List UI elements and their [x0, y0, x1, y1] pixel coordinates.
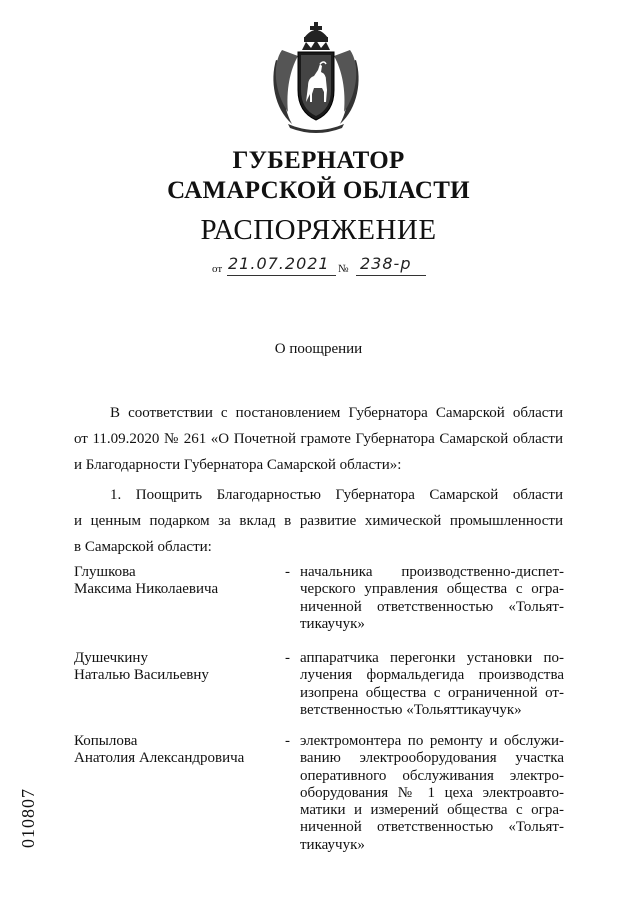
paragraph-line: в Самарской области:: [74, 539, 212, 555]
date-underline: [227, 275, 336, 276]
position-line: ниченной ответственностью «Тольят-: [300, 598, 564, 615]
subject-title: О поощрении: [274, 341, 363, 357]
awardee-given-names: Максима Николаевича: [74, 581, 219, 597]
position-line: оперативного обслуживания электро-: [300, 767, 564, 784]
preamble-paragraph: [74, 400, 563, 478]
position-line: начальника производственно-диспет-: [300, 564, 564, 580]
position-line: электромонтера по ремонту и обслужи-: [300, 733, 564, 749]
paragraph-line: от 11.09.2020 № 261 «О Почетной грамоте Губернатора Самарской области: [74, 431, 563, 447]
authority-title-line1: ГУБЕРНАТОР: [232, 147, 405, 174]
serial-number-margin: [18, 760, 46, 850]
awardee-surname: Копылова: [74, 733, 138, 749]
awardee-surname: Глушкова: [74, 564, 136, 580]
paragraph-line: 1. Поощрить Благодарностью Губернатора Самарской области: [110, 487, 563, 503]
date-prefix: от: [212, 263, 223, 275]
position-line: тикаучук»: [300, 836, 365, 853]
awardee-dash: -: [285, 733, 290, 749]
position-line: матики и измерений общества с огра-: [300, 802, 564, 819]
position-line: черского управления общества с огра-: [300, 581, 564, 598]
date-number-line: [212, 254, 432, 280]
paragraph-line: В соответствии с постановлением Губернатора Самарской области: [110, 405, 563, 421]
authority-title-line2: САМАРСКОЙ ОБЛАСТИ: [167, 177, 470, 204]
awardee-given-names: Анатолия Александровича: [74, 750, 245, 766]
position-line: ветственностью «Тольяттикаучук»: [300, 701, 522, 718]
awardee-position: [300, 650, 564, 719]
position-line: оборудования № 1 цеха электроавто-: [300, 784, 564, 801]
awardee-name: [74, 733, 284, 767]
coat-of-arms-emblem: [268, 20, 364, 136]
awardee-position: [300, 733, 564, 854]
position-line: лучения формальдегида производства: [300, 667, 564, 684]
awardee-name: [74, 650, 284, 684]
awardee-given-names: Наталью Васильевну: [74, 667, 209, 683]
handwritten-number: 238-р: [360, 254, 412, 273]
position-line: аппаратчика перегонки установки по-: [300, 650, 564, 666]
paragraph-line: и Благодарности Губернатора Самарской области»:: [74, 457, 402, 473]
awardee-position: [300, 564, 564, 633]
awardee-dash: -: [285, 564, 290, 580]
position-line: ниченной ответственностью «Тольят-: [300, 819, 564, 836]
position-line: тикаучук»: [300, 615, 365, 632]
position-line: изопрена общества с ограниченной от-: [300, 684, 564, 701]
document-type-heading: РАСПОРЯЖЕНИЕ: [200, 214, 437, 246]
awardee-dash: -: [285, 650, 290, 666]
item-1-paragraph: [74, 482, 563, 560]
number-underline: [356, 275, 426, 276]
number-prefix: №: [338, 263, 349, 275]
paragraph-line: и ценным подарком за вклад в развитие химической промышленности: [74, 513, 563, 529]
position-line: ванию электрооборудования участка: [300, 750, 564, 767]
awardee-surname: Душечкину: [74, 650, 148, 666]
handwritten-date: 21.07.2021: [228, 254, 330, 273]
awardee-name: [74, 564, 284, 598]
serial-number: 010807: [18, 788, 38, 848]
